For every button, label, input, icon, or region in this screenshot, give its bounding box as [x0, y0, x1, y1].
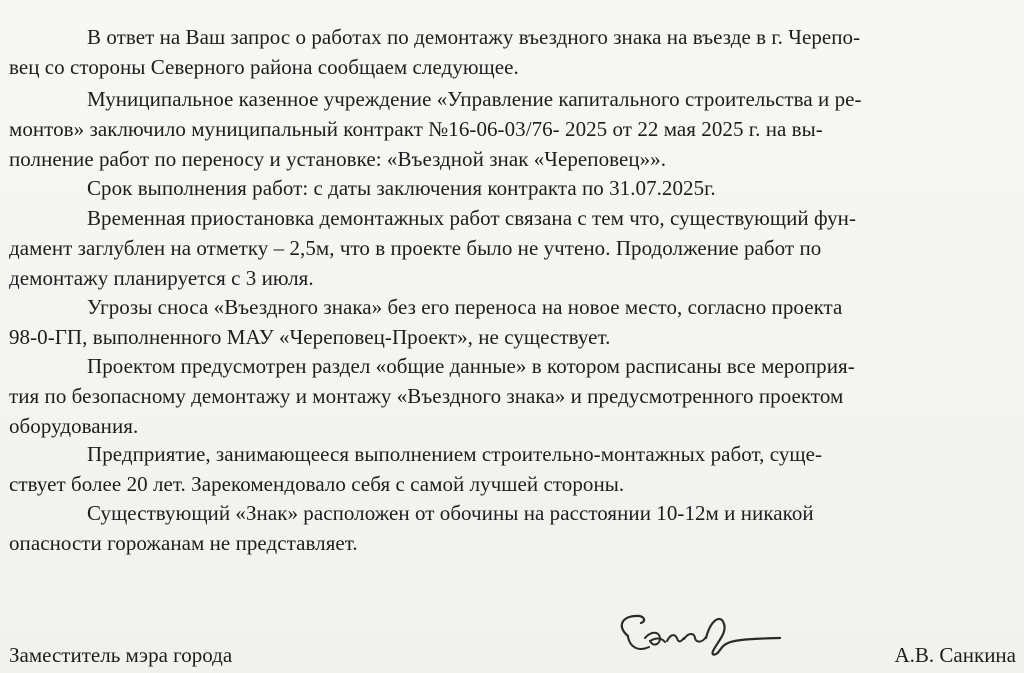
paragraph-suspension: [9, 203, 1017, 293]
text-line: вец со стороны Северного района сообщаем следующее.: [9, 55, 519, 79]
text-line: тия по безопасному демонтажу и монтажу «Въездного знака» и предусмотренного проектом: [9, 384, 844, 408]
text-line: Существующий «Знак» расположен от обочины на расстоянии 10-12м и никакой: [87, 501, 814, 525]
text-line: Проектом предусмотрен раздел «общие данные» в котором расписаны все мероприя-: [87, 354, 855, 378]
paragraph-sign-distance: [9, 498, 1017, 558]
text-line: Муниципальное казенное учреждение «Управление капитального строительства и ре-: [87, 87, 862, 111]
paragraph-deadline: [9, 173, 1017, 203]
paragraph-request-response: [9, 22, 1017, 82]
text-line: дамент заглублен на отметку – 2,5м, что в проекте было не учтено. Продолжение работ по: [9, 236, 822, 260]
text-line: демонтажу планируется с 3 июля.: [9, 266, 314, 290]
text-line: оборудования.: [9, 414, 139, 438]
handwritten-signature-icon: [610, 607, 790, 667]
paragraph-project-section: [9, 351, 1017, 441]
text-line: Предприятие, занимающееся выполнением строительно-монтажных работ, суще-: [87, 442, 823, 466]
text-line: монтов» заключило муниципальный контракт №16-06-03/76- 2025 от 22 мая 2025 г. на вы-: [9, 117, 823, 141]
text-line: Угрозы сноса «Въездного знака» без его переноса на новое место, согласно проекта: [87, 295, 843, 319]
text-line: Временная приостановка демонтажных работ связана с тем что, существующий фун-: [87, 206, 856, 230]
paragraph-no-threat: [9, 292, 1017, 352]
text-line: полнение работ по переносу и установке: «Въездной знак «Череповец»».: [9, 147, 667, 171]
text-line: 98-0-ГП, выполненного МАУ «Череповец-Проект», не существует.: [9, 325, 611, 349]
text-line: В ответ на Ваш запрос о работах по демонтажу въездного знака на въезде в г. Черепо-: [87, 25, 861, 49]
text-line: опасности горожанам не представляет.: [9, 531, 358, 555]
paragraph-contract-info: [9, 84, 1017, 174]
signatory-name: А.В. Санкина: [894, 643, 1016, 667]
text-line: ствует более 20 лет. Зарекомендовало себя с самой лучшей стороны.: [9, 472, 625, 496]
signatory-title: Заместитель мэра города: [9, 643, 233, 667]
text-line: Срок выполнения работ: с даты заключения контракта по 31.07.2025г.: [87, 176, 716, 200]
paragraph-company-experience: [9, 439, 1017, 499]
